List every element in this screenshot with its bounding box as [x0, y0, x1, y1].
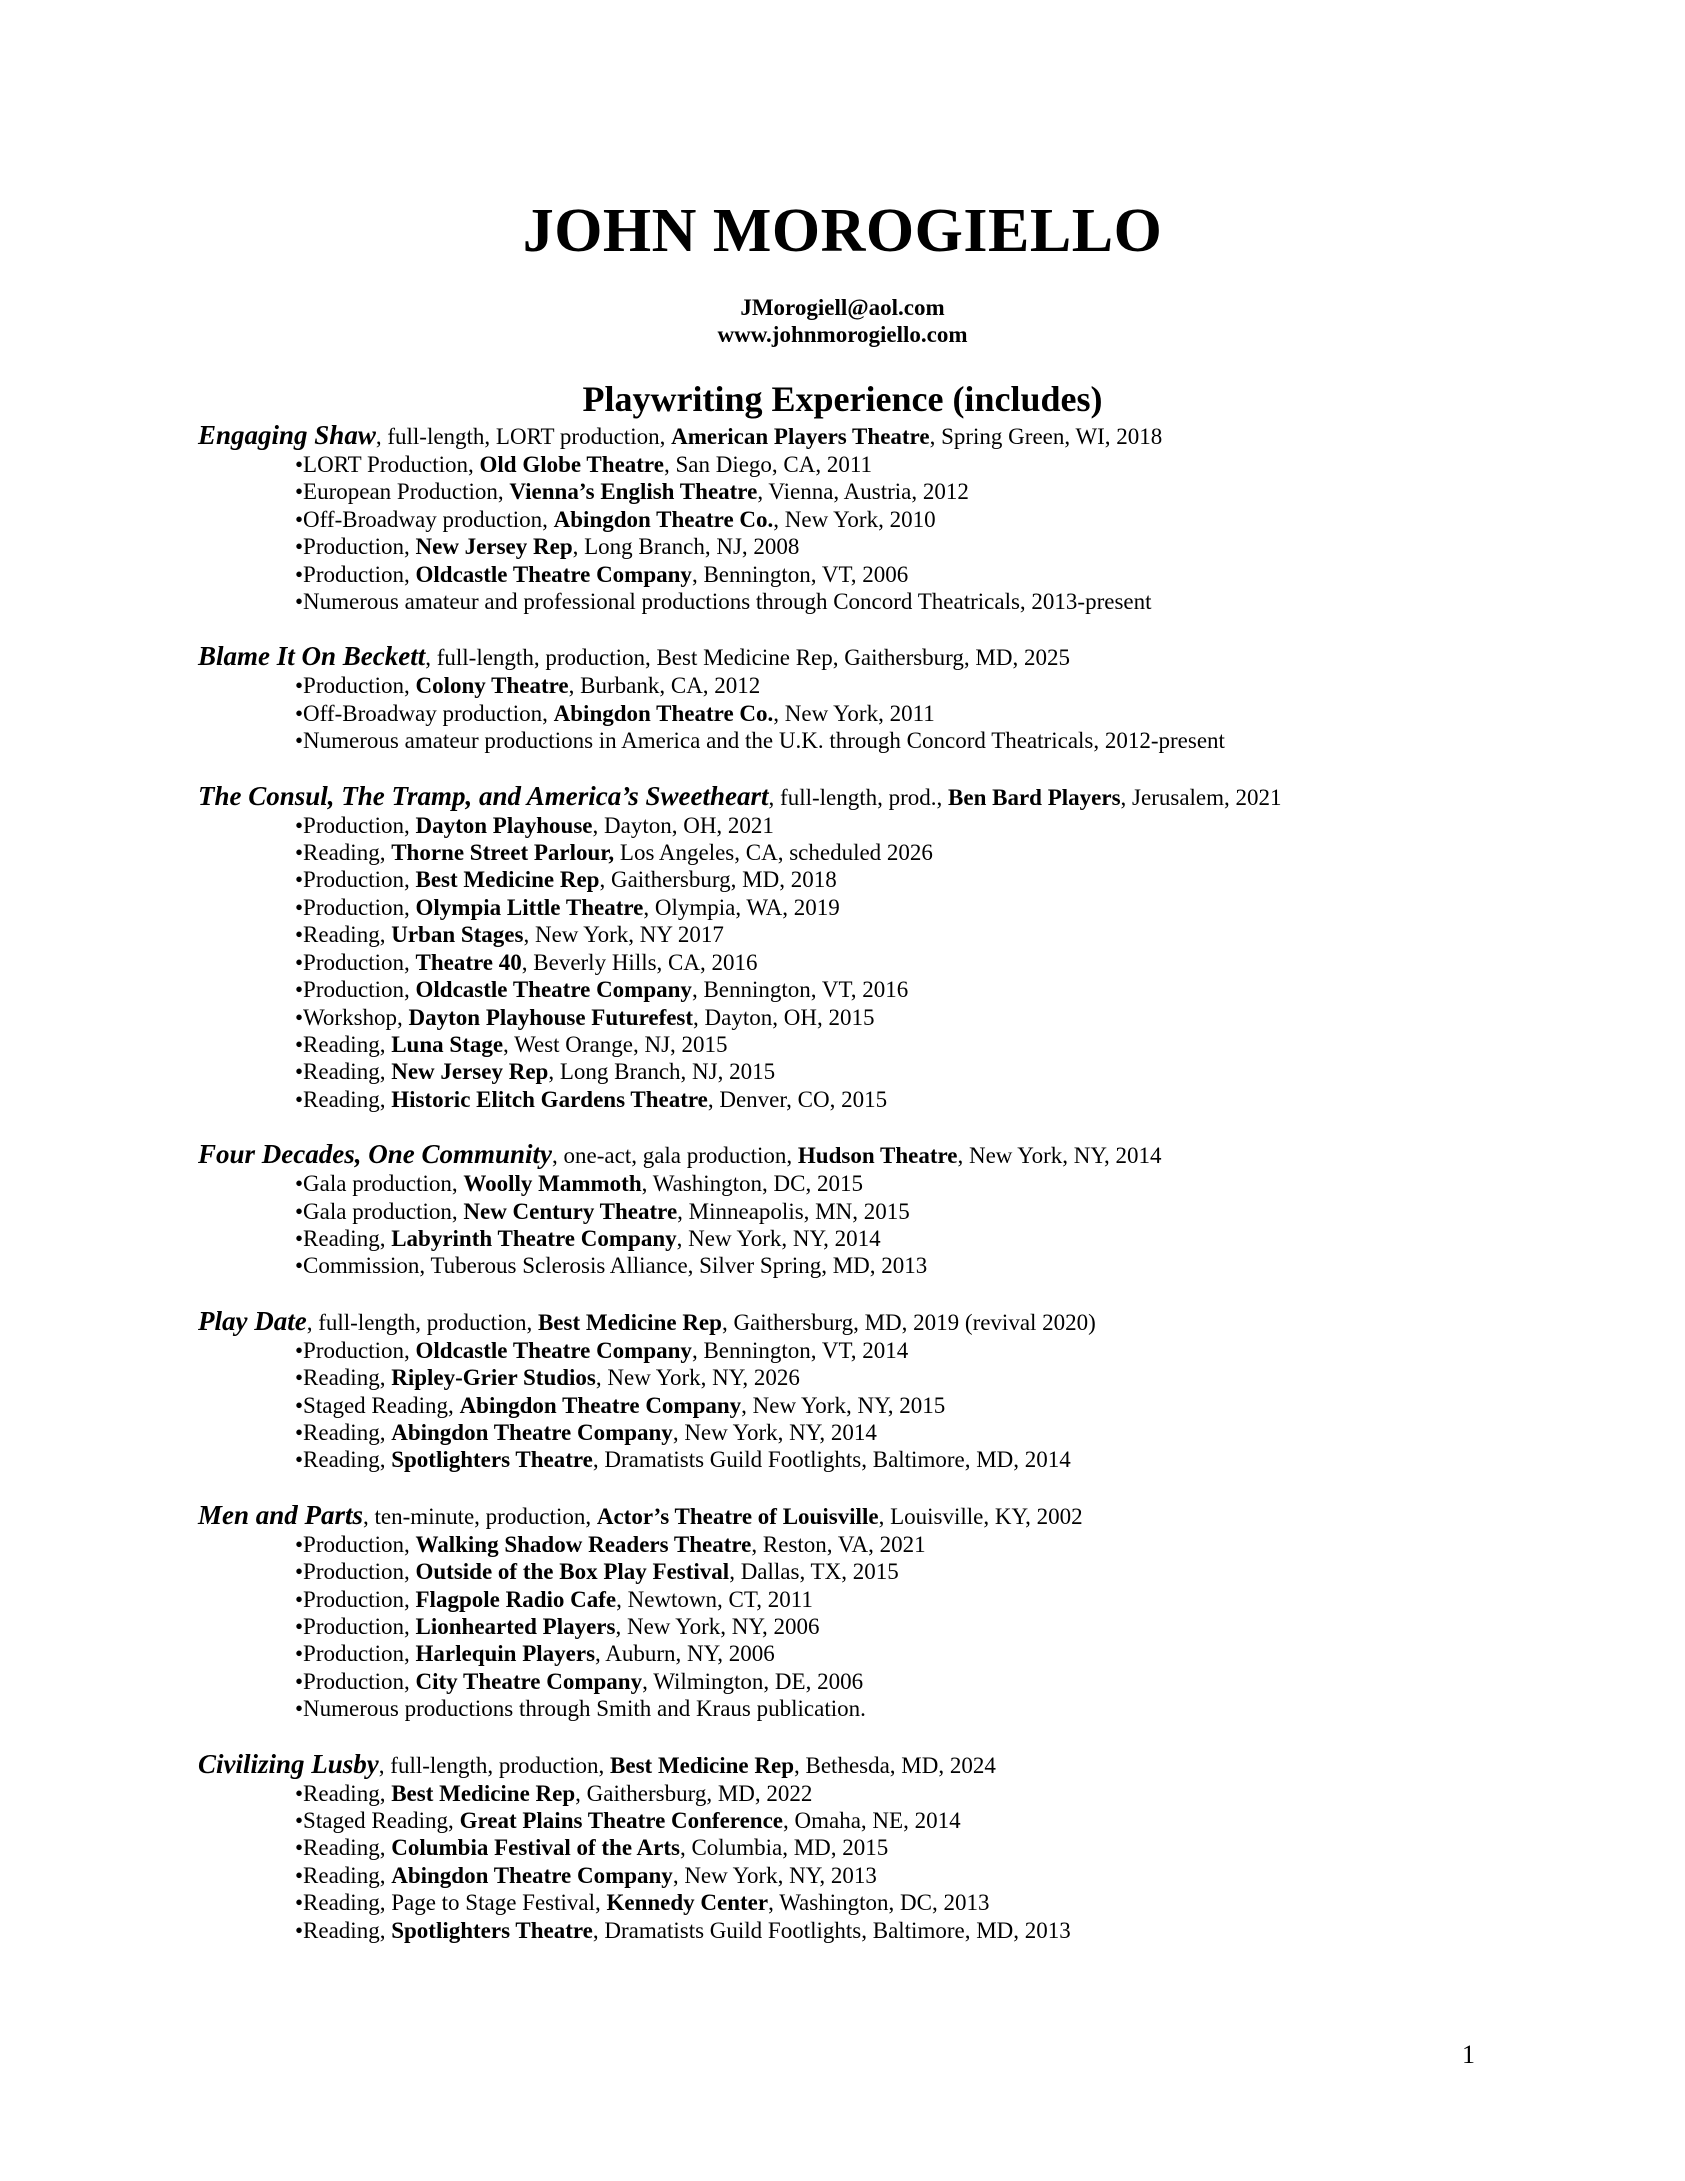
production-item: [198, 588, 1498, 615]
venue-name: Hudson Theatre: [797, 1143, 958, 1169]
production-text: •Reading, Page to Stage Festival,: [295, 1890, 607, 1916]
venue-name: City Theatre Company: [415, 1668, 643, 1694]
production-text: •Reading,: [295, 1225, 392, 1251]
venue-name: American Players Theatre: [671, 424, 930, 449]
production-item: [198, 1252, 1498, 1279]
production-text: , Denver, CO, 2015: [707, 1086, 888, 1112]
production-item: [198, 1225, 1498, 1252]
play-entry: [198, 782, 1498, 1113]
production-text: •Gala production,: [295, 1171, 464, 1197]
production-text: , Bennington, VT, 2006: [691, 561, 909, 587]
production-text: •Production,: [295, 977, 416, 1003]
venue-name: Ben Bard Players: [948, 784, 1121, 810]
production-text: , Dallas, TX, 2015: [729, 1559, 899, 1585]
production-item: [198, 1392, 1498, 1419]
production-text: •Reading,: [295, 1031, 392, 1057]
production-item: [198, 1337, 1498, 1364]
production-text: , Burbank, CA, 2012: [568, 673, 761, 699]
page-number: 1: [1462, 2040, 1475, 2069]
production-item: [198, 1917, 1498, 1944]
production-text: , Auburn, NY, 2006: [595, 1641, 775, 1667]
play-detail-text: , full-length, prod.,: [768, 784, 949, 810]
venue-name: Walking Shadow Readers Theatre: [415, 1531, 752, 1557]
production-text: , Newtown, CT, 2011: [616, 1586, 813, 1612]
venue-name: Oldcastle Theatre Company: [415, 1337, 692, 1363]
production-item: [198, 866, 1498, 893]
production-item: [198, 1862, 1498, 1889]
venue-name: Theatre 40: [415, 949, 522, 975]
production-item: [198, 1558, 1498, 1585]
production-text: , West Orange, NJ, 2015: [503, 1031, 728, 1057]
venue-name: Best Medicine Rep: [391, 1780, 576, 1806]
play-detail-text: , full-length, LORT production,: [375, 424, 672, 449]
production-text: •Reading,: [295, 840, 392, 866]
production-item: [198, 506, 1498, 533]
venue-name: Abingdon Theatre Co.: [553, 506, 774, 532]
production-text: , Gaithersburg, MD, 2018: [599, 867, 837, 893]
production-text: •Numerous amateur and professional productions through Concord Theatricals, 2013-present: [295, 589, 1152, 615]
venue-name: Best Medicine Rep: [537, 1309, 722, 1335]
production-text: •Reading,: [295, 1862, 392, 1888]
production-text: •Staged Reading,: [295, 1392, 460, 1418]
production-text: , Reston, VA, 2021: [751, 1531, 926, 1557]
production-item: [198, 1031, 1498, 1058]
production-text: •Commission, Tuberous Sclerosis Alliance, Silver Spring, MD, 2013: [295, 1253, 928, 1279]
venue-name: Spotlighters Theatre: [391, 1447, 593, 1473]
production-item: [198, 533, 1498, 560]
production-text: •Production,: [295, 1641, 416, 1667]
play-title-line: [198, 642, 1498, 672]
production-text: •Reading,: [295, 1447, 392, 1473]
play-title: Play Date: [198, 1305, 307, 1336]
production-text: , Dramatists Guild Footlights, Baltimore, MD, 2013: [592, 1917, 1071, 1943]
play-title: Four Decades, One Community: [198, 1139, 553, 1170]
production-text: •Reading,: [295, 1917, 392, 1943]
production-text: , Dayton, OH, 2015: [693, 1004, 875, 1030]
production-text: •Production,: [295, 894, 416, 920]
production-item: [198, 1058, 1498, 1085]
play-entry: [198, 1140, 1498, 1280]
venue-name: Flagpole Radio Cafe: [415, 1586, 617, 1612]
venue-name: Vienna’s English Theatre: [509, 479, 758, 505]
production-item: [198, 949, 1498, 976]
production-text: •Reading,: [295, 922, 392, 948]
play-detail-text: , Bethesda, MD, 2024: [794, 1752, 996, 1778]
production-text: , Omaha, NE, 2014: [783, 1808, 961, 1834]
venue-name: Olympia Little Theatre: [415, 894, 644, 920]
production-text: , Beverly Hills, CA, 2016: [521, 949, 758, 975]
venue-name: Harlequin Players: [415, 1641, 596, 1667]
venue-name: Columbia Festival of the Arts: [391, 1835, 680, 1861]
production-text: •Off-Broadway production,: [295, 506, 554, 532]
play-detail-text: , Spring Green, WI, 2018: [929, 424, 1163, 449]
venue-name: Old Globe Theatre: [479, 452, 664, 477]
production-text: •Gala production,: [295, 1198, 464, 1224]
production-item: [198, 976, 1498, 1003]
production-text: , Bennington, VT, 2014: [691, 1337, 909, 1363]
author-name: JOHN MOROGIELLO: [522, 197, 1163, 265]
production-text: •Production,: [295, 949, 416, 975]
production-item: [198, 1531, 1498, 1558]
venue-name: Urban Stages: [391, 922, 524, 948]
production-item: [198, 1834, 1498, 1861]
production-item: [198, 839, 1498, 866]
production-text: •Reading,: [295, 1835, 392, 1861]
production-text: Los Angeles, CA, scheduled 2026: [614, 840, 933, 866]
play-detail-text: , ten-minute, production,: [363, 1503, 597, 1529]
production-item: [198, 1668, 1498, 1695]
production-item: [198, 672, 1498, 699]
production-text: , Minneapolis, MN, 2015: [677, 1198, 910, 1224]
production-text: , Washington, DC, 2013: [768, 1890, 990, 1916]
play-detail-text: , one-act, gala production,: [552, 1143, 798, 1169]
play-detail-text: , Gaithersburg, MD, 2019 (revival 2020): [721, 1309, 1096, 1335]
production-text: , New York, NY, 2014: [676, 1225, 881, 1251]
production-text: •Production,: [295, 1337, 416, 1363]
production-text: •Reading,: [295, 1419, 392, 1445]
production-item: [198, 1446, 1498, 1473]
production-item: [198, 478, 1498, 505]
play-entry: [198, 642, 1498, 754]
play-title: The Consul, The Tramp, and America’s Sweetheart: [198, 780, 769, 811]
venue-name: Thorne Street Parlour,: [391, 840, 615, 866]
production-item: [198, 1170, 1498, 1197]
play-entry: [198, 421, 1498, 615]
venue-name: Colony Theatre: [415, 673, 569, 699]
play-title-line: [198, 1140, 1498, 1170]
section-heading: Playwriting Experience (includes): [582, 379, 1103, 419]
production-item: [198, 894, 1498, 921]
play-title-line: [198, 421, 1498, 451]
production-text: , New York, NY, 2013: [672, 1862, 877, 1888]
play-detail-text: , full-length, production,: [378, 1752, 611, 1778]
production-text: •Production,: [295, 561, 416, 587]
play-title: Men and Parts: [198, 1499, 364, 1530]
production-text: , New York, NY, 2015: [741, 1392, 946, 1418]
production-text: , New York, NY, 2026: [595, 1365, 800, 1391]
production-item: [198, 1086, 1498, 1113]
venue-name: New Jersey Rep: [415, 534, 573, 560]
production-item: [198, 1780, 1498, 1807]
play-title: Blame It On Beckett: [198, 641, 426, 672]
production-text: •Staged Reading,: [295, 1808, 460, 1834]
production-item: [198, 727, 1498, 754]
venue-name: New Jersey Rep: [391, 1059, 549, 1085]
production-item: [198, 451, 1498, 478]
venue-name: Abingdon Theatre Co.: [553, 700, 774, 726]
production-text: •Production,: [295, 1668, 416, 1694]
plays-list: [198, 421, 1498, 1971]
play-title: Civilizing Lusby: [198, 1748, 379, 1779]
production-text: •Off-Broadway production,: [295, 700, 554, 726]
venue-name: Abingdon Theatre Company: [391, 1862, 673, 1888]
website-url: www.johnmorogiello.com: [717, 322, 968, 347]
play-detail-text: , full-length, production,: [306, 1309, 538, 1335]
production-item: [198, 1807, 1498, 1834]
venue-name: Spotlighters Theatre: [391, 1917, 593, 1943]
production-text: •Production,: [295, 673, 416, 699]
production-text: •Numerous amateur productions in America and the U.K. through Concord Theatricals, 2012-present: [295, 728, 1225, 754]
venue-name: Luna Stage: [391, 1031, 504, 1057]
venue-name: Dayton Playhouse: [415, 812, 593, 838]
production-text: •Production,: [295, 1559, 416, 1585]
venue-name: Outside of the Box Play Festival: [415, 1559, 730, 1585]
production-text: , New York, NY, 2006: [615, 1614, 820, 1639]
production-text: •Reading,: [295, 1365, 392, 1391]
production-item: [198, 1613, 1498, 1640]
play-entry: [198, 1501, 1498, 1723]
production-text: , Columbia, MD, 2015: [679, 1835, 889, 1861]
venue-name: Woolly Mammoth: [463, 1171, 642, 1197]
production-text: •Workshop,: [295, 1004, 409, 1030]
play-detail-text: , New York, NY, 2014: [957, 1143, 1162, 1169]
play-title-line: [198, 782, 1498, 812]
production-text: •Production,: [295, 534, 416, 560]
production-item: [198, 700, 1498, 727]
production-text: •European Production,: [295, 479, 510, 505]
play-title: Engaging Shaw: [198, 420, 376, 450]
play-title-line: [198, 1750, 1498, 1780]
production-text: •Production,: [295, 1586, 416, 1612]
production-text: , New York, 2010: [773, 506, 936, 532]
venue-name: New Century Theatre: [463, 1198, 678, 1224]
venue-name: Abingdon Theatre Company: [391, 1419, 673, 1445]
play-title-line: [198, 1307, 1498, 1337]
production-text: , Long Branch, NJ, 2015: [548, 1059, 776, 1085]
production-text: •Reading,: [295, 1086, 392, 1112]
play-detail-text: , Jerusalem, 2021: [1120, 784, 1282, 810]
production-text: , New York, NY, 2014: [672, 1419, 877, 1445]
production-text: , Vienna, Austria, 2012: [757, 479, 969, 505]
production-text: , Long Branch, NJ, 2008: [572, 534, 800, 560]
venue-name: Abingdon Theatre Company: [459, 1392, 742, 1418]
production-item: [198, 1586, 1498, 1613]
play-entry: [198, 1750, 1498, 1944]
production-text: , Gaithersburg, MD, 2022: [575, 1780, 813, 1806]
production-text: , New York, 2011: [773, 700, 935, 726]
production-text: •Numerous productions through Smith and Kraus publication.: [295, 1696, 866, 1722]
venue-name: Best Medicine Rep: [415, 867, 600, 893]
production-item: [198, 1640, 1498, 1667]
play-title-line: [198, 1501, 1498, 1531]
play-detail-text: , full-length, production, Best Medicine Rep, Gaithersburg, MD, 2025: [425, 645, 1070, 671]
production-text: •Reading,: [295, 1780, 392, 1806]
venue-name: Labyrinth Theatre Company: [391, 1225, 677, 1251]
venue-name: Oldcastle Theatre Company: [415, 561, 692, 587]
production-text: •Production,: [295, 1614, 416, 1639]
production-text: •Production,: [295, 812, 416, 838]
production-text: , Olympia, WA, 2019: [643, 894, 840, 920]
production-item: [198, 1004, 1498, 1031]
venue-name: Great Plains Theatre Conference: [459, 1808, 783, 1834]
venue-name: Dayton Playhouse Futurefest: [408, 1004, 694, 1030]
production-item: [198, 561, 1498, 588]
production-item: [198, 1889, 1498, 1916]
venue-name: Ripley-Grier Studios: [391, 1365, 596, 1391]
venue-name: Best Medicine Rep: [610, 1752, 794, 1778]
production-text: •Production,: [295, 1531, 416, 1557]
production-text: •Production,: [295, 867, 416, 893]
production-text: , Bennington, VT, 2016: [691, 977, 909, 1003]
production-text: , Dramatists Guild Footlights, Baltimore, MD, 2014: [592, 1447, 1071, 1473]
production-text: , Washington, DC, 2015: [641, 1171, 863, 1197]
production-item: [198, 812, 1498, 839]
production-item: [198, 1419, 1498, 1446]
venue-name: Oldcastle Theatre Company: [415, 977, 692, 1003]
production-text: , San Diego, CA, 2011: [663, 452, 873, 477]
production-text: , New York, NY 2017: [523, 922, 724, 948]
production-text: , Wilmington, DE, 2006: [642, 1668, 864, 1694]
venue-name: Historic Elitch Gardens Theatre: [391, 1086, 708, 1112]
play-entry: [198, 1307, 1498, 1474]
production-item: [198, 1695, 1498, 1722]
venue-name: Lionhearted Players: [415, 1614, 616, 1639]
production-item: [198, 1364, 1498, 1391]
production-text: •Reading,: [295, 1059, 392, 1085]
venue-name: Actor’s Theatre of Louisville: [596, 1503, 879, 1529]
production-item: [198, 1198, 1498, 1225]
production-text: •LORT Production,: [295, 452, 480, 477]
venue-name: Kennedy Center: [606, 1890, 769, 1916]
email-address: JMorogiell@aol.com: [740, 295, 945, 320]
play-detail-text: , Louisville, KY, 2002: [878, 1503, 1083, 1529]
production-text: , Dayton, OH, 2021: [592, 812, 774, 838]
production-item: [198, 921, 1498, 948]
